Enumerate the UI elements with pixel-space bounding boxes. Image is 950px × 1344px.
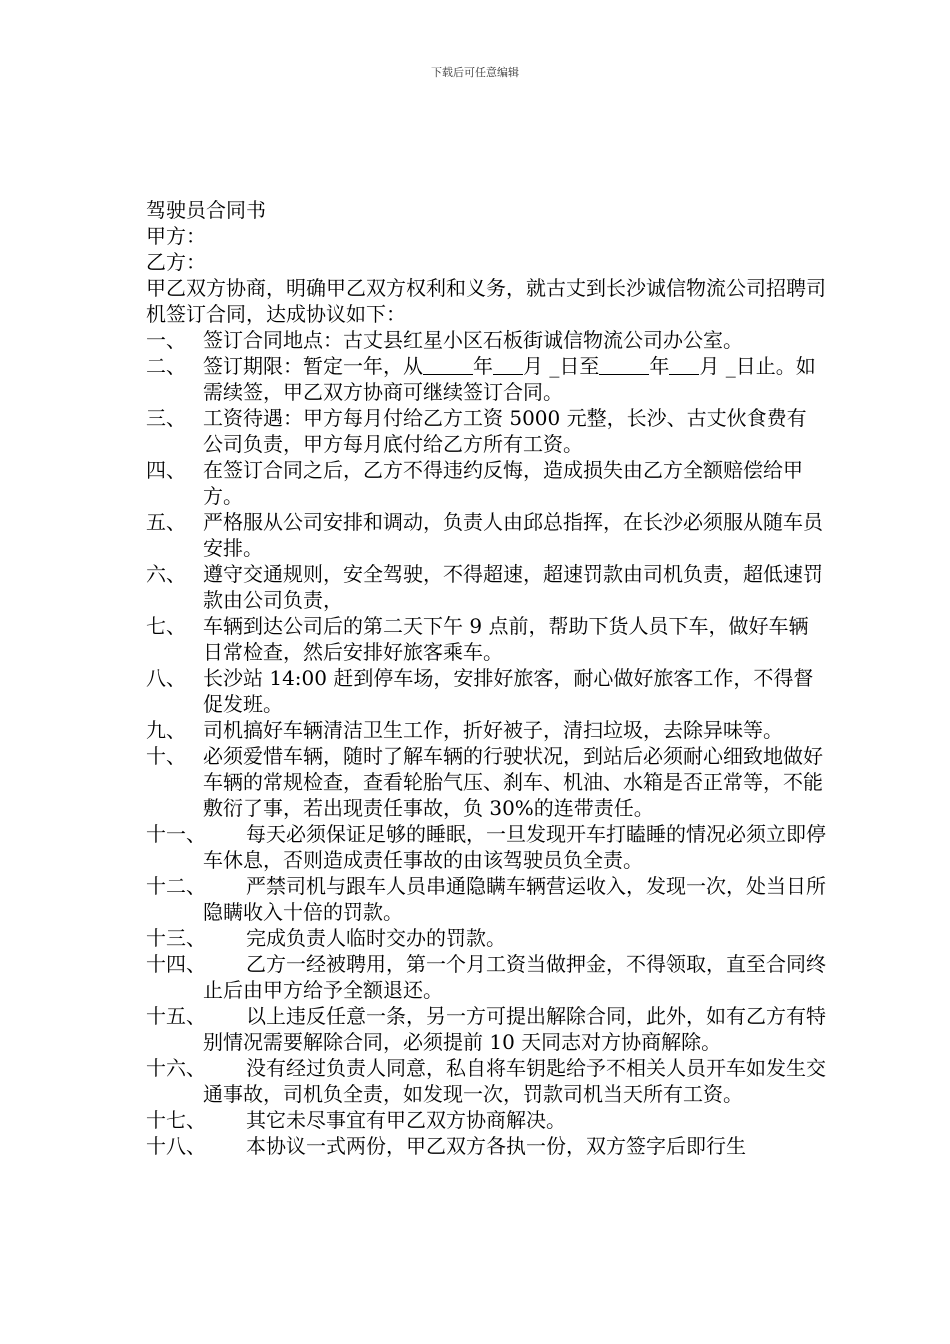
clause-number: 十、 bbox=[146, 744, 186, 768]
clause-4 bbox=[146, 457, 826, 509]
clause-number: 一、 bbox=[146, 328, 186, 352]
clause-number: 十三、 bbox=[146, 926, 206, 950]
term-text-end: 月 _日止。如需续签，甲乙双方协商可继续签订合同。 bbox=[203, 354, 816, 404]
clause-11 bbox=[146, 821, 826, 873]
start-month-blank bbox=[493, 356, 523, 375]
clause-7 bbox=[146, 613, 826, 665]
intro-paragraph: 甲乙双方协商，明确甲乙双方权利和义务，就古丈到长沙诚信物流公司招聘司机签订合同，达成协议如下： bbox=[146, 276, 826, 326]
clause-8 bbox=[146, 665, 826, 717]
clause-number: 三、 bbox=[146, 406, 186, 430]
clause-text: 以上违反任意一条，另一方可提出解除合同，此外，如有乙方有特别情况需要解除合同，必须提前 10 天同志对方协商解除。 bbox=[203, 1004, 826, 1054]
clause-13 bbox=[146, 925, 826, 951]
clause-text: 司机搞好车辆清洁卫生工作，折好被子，清扫垃圾，去除异味等。 bbox=[203, 718, 783, 742]
party-b-line: 乙方： bbox=[146, 250, 206, 274]
document-title: 驾驶员合同书 bbox=[146, 198, 266, 222]
clause-2 bbox=[146, 353, 826, 405]
clause-number: 九、 bbox=[146, 718, 186, 742]
term-text-middle: 月 _日至 bbox=[523, 354, 600, 378]
clause-text: 严格服从公司安排和调动，负责人由邱总指挥，在长沙必须服从随车员安排。 bbox=[203, 510, 823, 560]
end-month-blank bbox=[669, 356, 699, 375]
clause-text: 每天必须保证足够的睡眠，一旦发现开车打瞌睡的情况必须立即停车休息，否则造成责任事故的由该驾驶员负全责。 bbox=[203, 822, 826, 872]
year-label: 年 bbox=[473, 354, 493, 378]
clause-text: 本协议一式两份，甲乙双方各执一份，双方签字后即行生 bbox=[246, 1134, 746, 1158]
clause-text: 车辆到达公司后的第二天下午 9 点前，帮助下货人员下车，做好车辆日常检查，然后安排好旅客乘车。 bbox=[203, 614, 809, 664]
clause-number: 十六、 bbox=[146, 1056, 206, 1080]
clause-text: 没有经过负责人同意，私自将车钥匙给予不相关人员开车如发生交通事故，司机负全责，如发现一次，罚款司机当天所有工资。 bbox=[203, 1056, 826, 1106]
clause-number: 十七、 bbox=[146, 1108, 206, 1132]
end-year-blank bbox=[599, 356, 649, 375]
clause-9 bbox=[146, 717, 826, 743]
clause-text: 完成负责人临时交办的罚款。 bbox=[246, 926, 506, 950]
clause-18 bbox=[146, 1133, 826, 1159]
clause-number: 四、 bbox=[146, 458, 186, 482]
clause-16 bbox=[146, 1055, 826, 1107]
clause-number: 八、 bbox=[146, 666, 186, 690]
clause-number: 十八、 bbox=[146, 1134, 206, 1158]
clause-number: 六、 bbox=[146, 562, 186, 586]
clause-number: 五、 bbox=[146, 510, 186, 534]
clause-text: 工资待遇：甲方每月付给乙方工资 5000 元整，长沙、古丈伙食费有公司负责，甲方每月底付给乙方所有工资。 bbox=[203, 406, 807, 456]
clause-1 bbox=[146, 327, 826, 353]
clause-10 bbox=[146, 743, 826, 821]
clause-text: 必须爱惜车辆，随时了解车辆的行驶状况，到站后必须耐心细致地做好车辆的常规检查，查看轮胎气压、刹车、机油、水箱是否正常等，不能敷衍了事，若出现责任事故，负 30%的连带责任。 bbox=[203, 744, 823, 820]
clause-number: 十二、 bbox=[146, 874, 206, 898]
clause-number: 二、 bbox=[146, 354, 186, 378]
clause-text: 签订合同地点：古丈县红星小区石板街诚信物流公司办公室。 bbox=[203, 328, 743, 352]
contract-document bbox=[146, 197, 826, 1159]
term-text-start: 签订期限：暂定一年，从 bbox=[203, 354, 423, 378]
clause-text: 在签订合同之后，乙方不得违约反悔，造成损失由乙方全额赔偿给甲方。 bbox=[203, 458, 803, 508]
clause-text: 严禁司机与跟车人员串通隐瞒车辆营运收入，发现一次，处当日所隐瞒收入十倍的罚款。 bbox=[203, 874, 826, 924]
clause-5 bbox=[146, 509, 826, 561]
clause-number: 十一、 bbox=[146, 822, 206, 846]
clause-15 bbox=[146, 1003, 826, 1055]
clause-number: 七、 bbox=[146, 614, 186, 638]
clause-text: 其它未尽事宜有甲乙双方协商解决。 bbox=[246, 1108, 566, 1132]
start-year-blank bbox=[423, 356, 473, 375]
clause-text bbox=[203, 353, 826, 405]
header-note: 下载后可任意编辑 bbox=[431, 66, 519, 79]
year-label: 年 bbox=[649, 354, 670, 378]
clause-6 bbox=[146, 561, 826, 613]
clause-14 bbox=[146, 951, 826, 1003]
party-a-line: 甲方： bbox=[146, 224, 206, 248]
clause-text: 长沙站 14:00 赶到停车场，安排好旅客，耐心做好旅客工作，不得督促发班。 bbox=[203, 666, 814, 716]
clause-3 bbox=[146, 405, 826, 457]
clause-text: 遵守交通规则，安全驾驶，不得超速，超速罚款由司机负责，超低速罚款由公司负责， bbox=[203, 562, 823, 612]
clause-12 bbox=[146, 873, 826, 925]
clause-17 bbox=[146, 1107, 826, 1133]
clause-number: 十五、 bbox=[146, 1004, 206, 1028]
clause-text: 乙方一经被聘用，第一个月工资当做押金，不得领取，直至合同终止后由甲方给予全额退还。 bbox=[203, 952, 826, 1002]
clause-number: 十四、 bbox=[146, 952, 206, 976]
